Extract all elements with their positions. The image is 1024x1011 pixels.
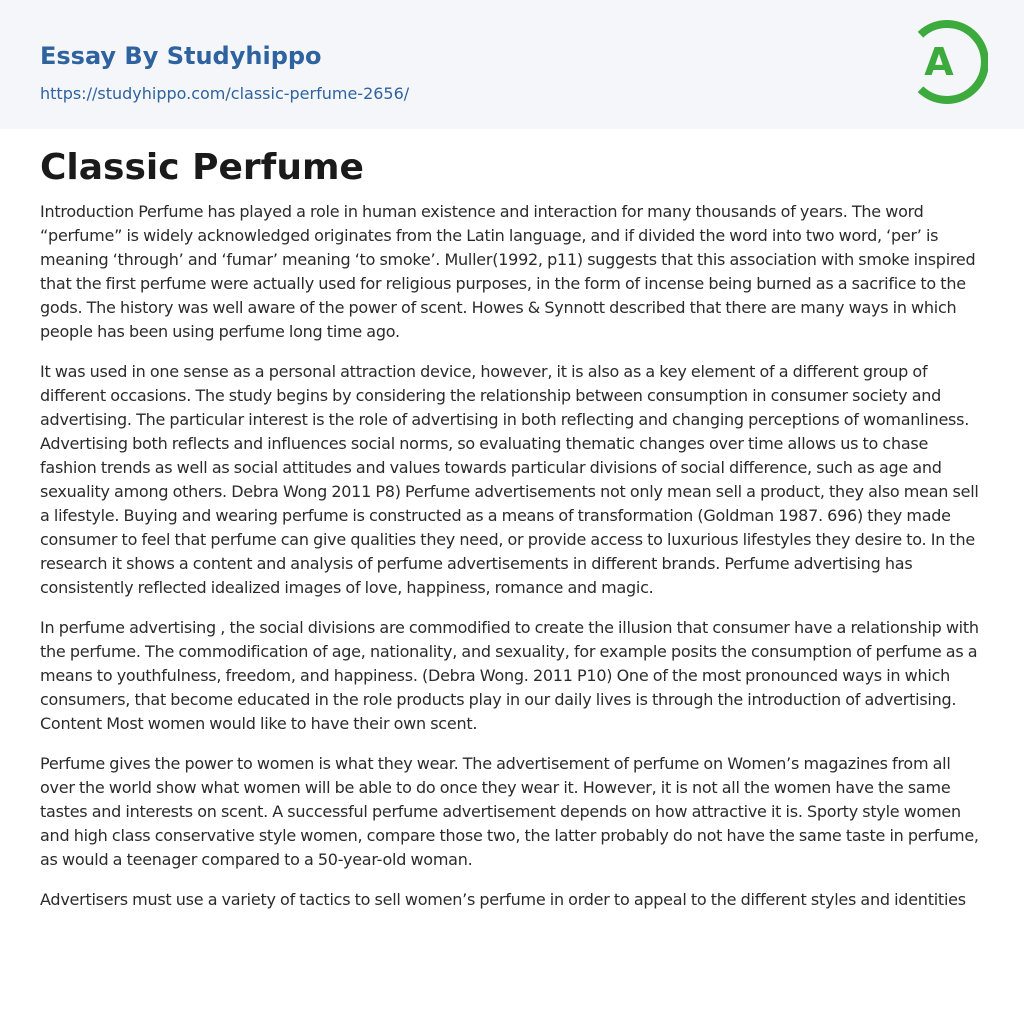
site-header	[0, 0, 1024, 129]
essay-paragraph: Perfume gives the power to women is what they wear. The advertisement of perfume on Women’s magazines from all over the world show what women will be able to do once they wear it. However, it is not all the women have the same tastes and interests on scent. A successful perfume advertisement depends on how attractive it is. Sporty style women and high class conservative style women, compare those two, the latter probably do not have the same taste in perfume, as would a teenager compared to a 50-year-old woman.	[40, 754, 979, 869]
essay-paragraph: In perfume advertising , the social divisions are commodified to create the illusion that consumer have a relationship with the perfume. The commodification of age, nationality, and sexuality, for example posits the consumption of perfume as a means to youthfulness, freedom, and happiness. (Debra Wong. 2011 P10) One of the most pronounced ways in which consumers, that become educated in the role products play in our daily lives is through the introduction of advertising. Content Most women would like to have their own scent.	[40, 618, 979, 733]
site-brand[interactable]: Essay By Studyhippo	[40, 42, 322, 70]
essay-paragraph: Introduction Perfume has played a role in human existence and interaction for many thousands of years. The word “perfume” is widely acknowledged originates from the Latin language, and if divided the word into two word, ‘per’ is meaning ‘through’ and ‘fumar’ meaning ‘to smoke’. Muller(1992, p11) suggests that this association with smoke inspired that the first perfume were actually used for religious purposes, in the form of incense being burned as a sacrifice to the gods. The history was well aware of the power of scent. Howes & Synnott described that there are many ways in which people has been using perfume long time ago.	[40, 202, 976, 341]
logo-letter: A	[924, 40, 954, 84]
studyhippo-logo-icon[interactable]	[908, 17, 988, 107]
page-url-link[interactable]: https://studyhippo.com/classic-perfume-2656/	[40, 84, 410, 103]
essay-title: Classic Perfume	[40, 147, 364, 188]
essay-paragraph: It was used in one sense as a personal attraction device, however, it is also as a key element of a different group of different occasions. The study begins by considering the relationship between consumption in consumer society and advertising. The particular interest is the role of advertising in both reflecting and changing perceptions of womanliness. Advertising both reflects and influences social norms, so evaluating thematic changes over time allows us to chase fashion trends as well as social attitudes and values towards particular divisions of social difference, such as age and sexuality among others. Debra Wong 2011 P8) Perfume advertisements not only mean sell a product, they also mean sell a lifestyle. Buying and wearing perfume is constructed as a means of transformation (Goldman 1987. 696) they made consumer to feel that perfume can give qualities they need, or provide access to luxurious lifestyles they desire to. In the research it shows a content and analysis of perfume advertisements in different brands. Perfume advertising has consistently reflected idealized images of love, happiness, romance and magic.	[40, 362, 979, 597]
essay-content	[40, 144, 988, 928]
essay-paragraph: Advertisers must use a variety of tactics to sell women’s perfume in order to appeal to the different styles and identities	[40, 890, 966, 909]
